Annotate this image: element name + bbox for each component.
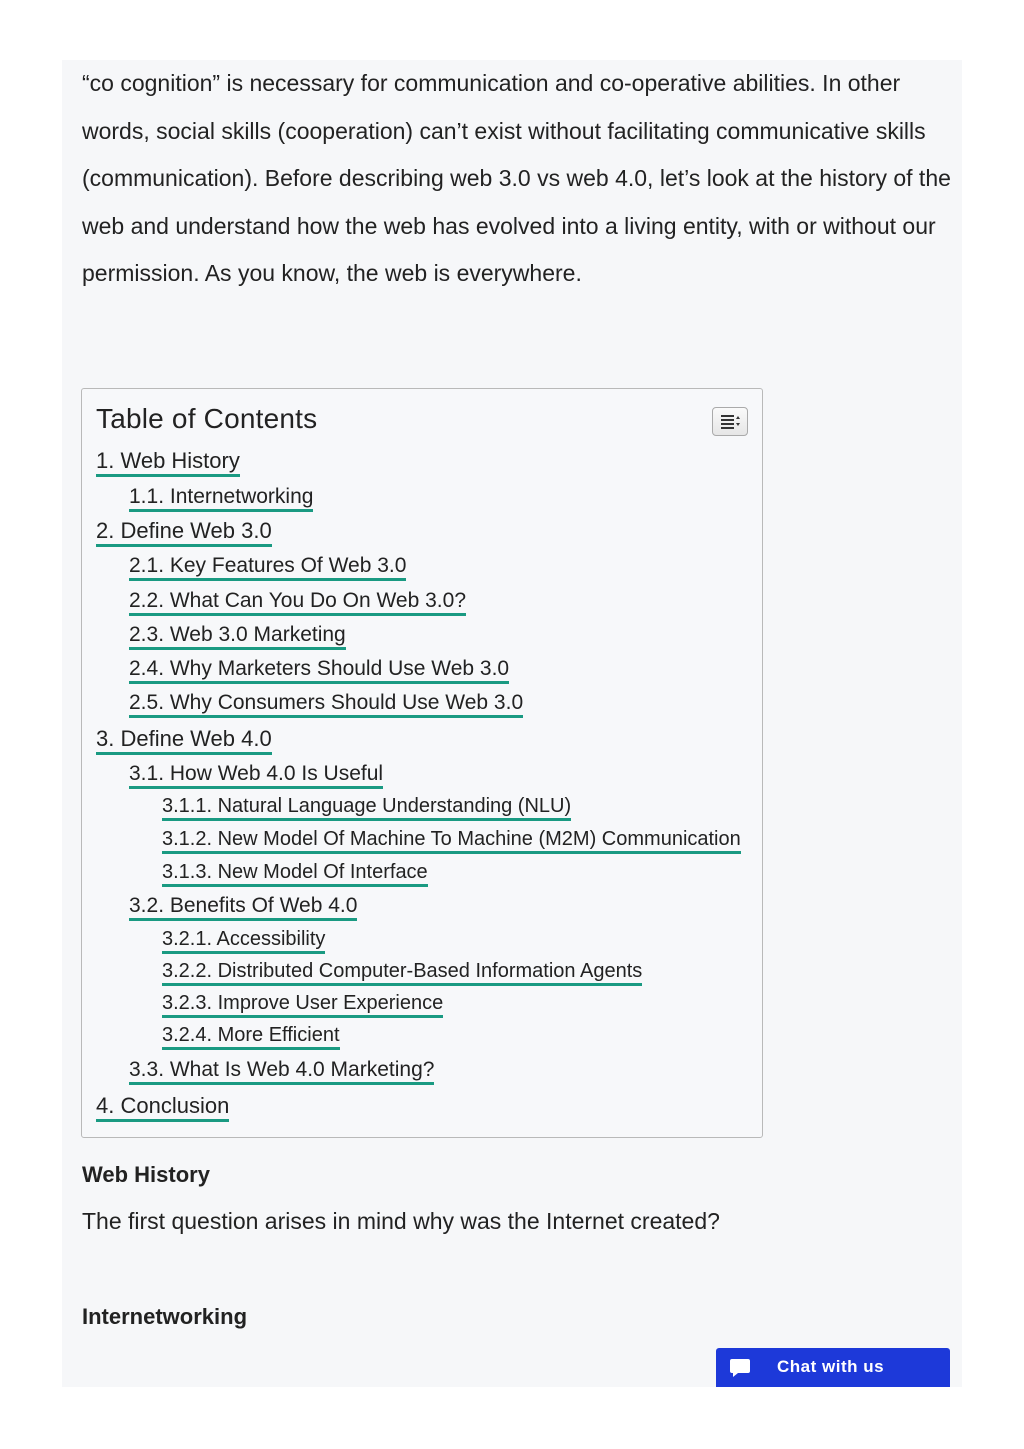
toc-item-define-web-3[interactable]: 2. Define Web 3.0 [96, 519, 272, 547]
toc-item-more-efficient[interactable]: 3.2.4. More Efficient [162, 1024, 340, 1050]
list-toggle-icon [721, 414, 741, 430]
table-of-contents [81, 388, 763, 1138]
toc-item-web-history[interactable]: 1. Web History [96, 449, 240, 477]
toc-item-distributed-agents[interactable]: 3.2.2. Distributed Computer-Based Information Agents [162, 960, 642, 986]
chat-label: Chat with us [777, 1357, 885, 1376]
chat-with-us-button[interactable] [716, 1348, 950, 1387]
toc-item-why-consumers[interactable]: 2.5. Why Consumers Should Use Web 3.0 [129, 691, 523, 718]
toc-item-new-model-interface[interactable]: 3.1.3. New Model Of Interface [162, 861, 428, 887]
toc-item-define-web-4[interactable]: 3. Define Web 4.0 [96, 727, 272, 755]
toc-item-how-web-4-useful[interactable]: 3.1. How Web 4.0 Is Useful [129, 762, 383, 789]
web-history-paragraph: The first question arises in mind why was the Internet created? [82, 1208, 720, 1234]
chat-bubble-icon [728, 1356, 752, 1380]
toc-item-accessibility[interactable]: 3.2.1. Accessibility [162, 928, 325, 954]
toc-toggle-button[interactable] [712, 407, 748, 436]
toc-item-improve-ux[interactable]: 3.2.3. Improve User Experience [162, 992, 443, 1018]
toc-title: Table of Contents [96, 403, 318, 434]
toc-item-m2m[interactable]: 3.1.2. New Model Of Machine To Machine (M2M) Communication [162, 828, 741, 854]
toc-item-benefits-web-4[interactable]: 3.2. Benefits Of Web 4.0 [129, 894, 357, 921]
toc-item-what-can-you-do[interactable]: 2.2. What Can You Do On Web 3.0? [129, 589, 466, 616]
toc-item-why-marketers[interactable]: 2.4. Why Marketers Should Use Web 3.0 [129, 657, 509, 684]
toc-item-conclusion[interactable]: 4. Conclusion [96, 1094, 229, 1122]
heading-web-history: Web History [82, 1162, 210, 1187]
article-page [62, 60, 962, 1387]
toc-item-web-3-marketing[interactable]: 2.3. Web 3.0 Marketing [129, 623, 346, 650]
toc-item-web-4-marketing[interactable]: 3.3. What Is Web 4.0 Marketing? [129, 1058, 434, 1085]
intro-paragraph: “co cognition” is necessary for communication and co-operative abilities. In other words, social skills (cooperation) can’t exist without facilitating communicative skills (communication). Before describing web 3.0 vs web 4.0, let’s look at the history of the web and understand how the web has evolved into a living entity, with or without our permission. As you know, the web is everywhere. [82, 70, 951, 286]
toc-item-internetworking[interactable]: 1.1. Internetworking [129, 485, 313, 512]
toc-item-key-features-web-3[interactable]: 2.1. Key Features Of Web 3.0 [129, 554, 406, 581]
heading-internetworking: Internetworking [82, 1304, 248, 1329]
toc-item-nlu[interactable]: 3.1.1. Natural Language Understanding (NLU) [162, 795, 571, 821]
